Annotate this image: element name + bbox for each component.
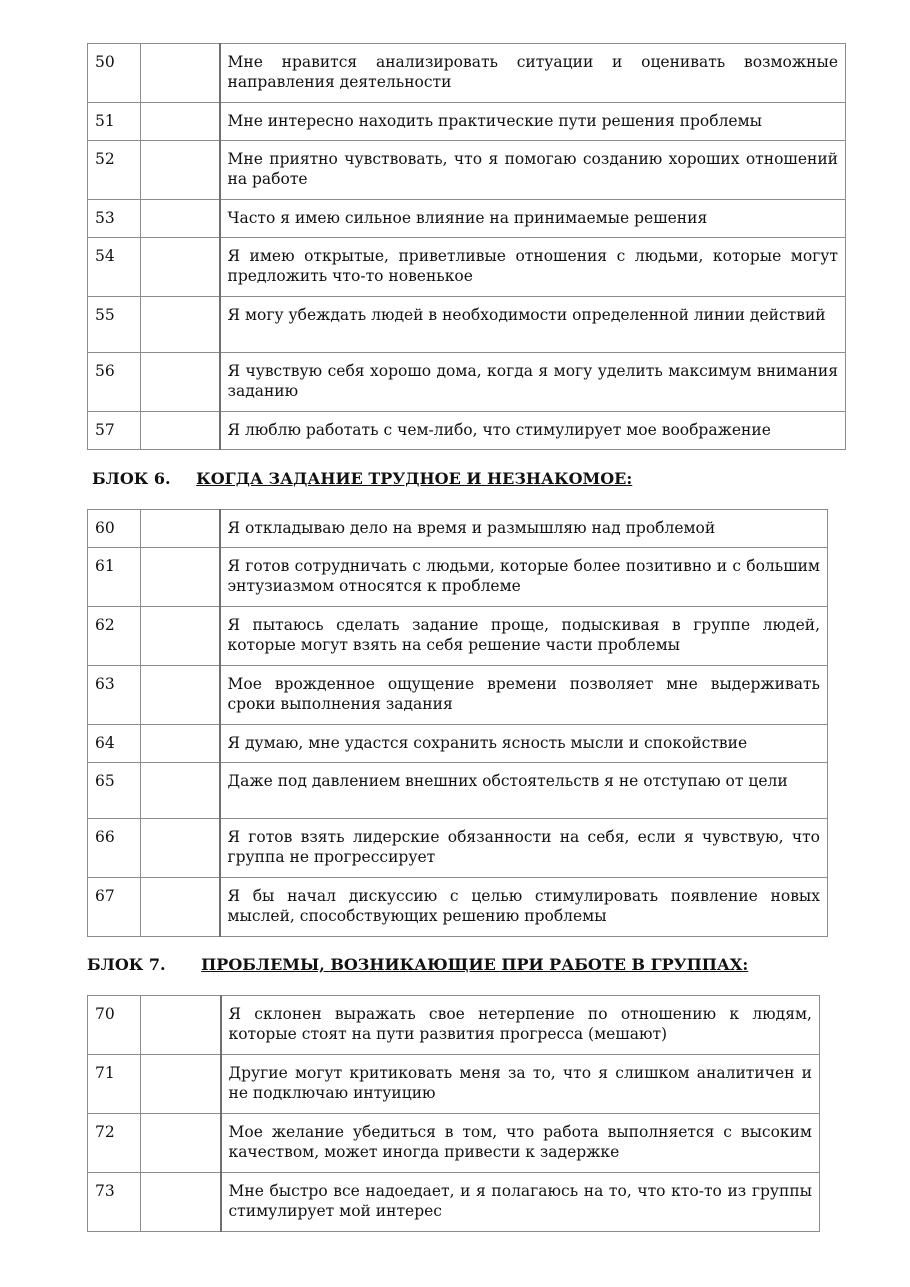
statement-text: Мое желание убедиться в том, что работа выполняется с высоким качеством, может иногда привести к задержке [221,1114,820,1173]
item-number: 51 [88,103,141,141]
statement-text: Я склонен выражать свое нетерпение по отношению к людям, которые стоят на пути развития прогресса (мешают) [221,996,820,1055]
table-row [88,607,828,666]
statement-text: Я откладываю дело на время и размышляю над проблемой [220,510,828,548]
item-number: 60 [88,510,141,548]
table-row [88,725,828,763]
table-row [88,297,846,353]
answer-cell[interactable] [141,297,220,353]
table-row [88,548,828,607]
answer-cell[interactable] [141,607,220,666]
answer-cell[interactable] [141,666,220,725]
table-row [88,510,828,548]
answer-cell[interactable] [141,412,220,450]
table-row [88,1173,820,1232]
statement-text: Я готов сотрудничать с людьми, которые более позитивно и с большим энтузиазмом относятся к проблеме [220,548,828,607]
answer-cell[interactable] [141,510,220,548]
table-row [88,353,846,412]
item-number: 65 [88,763,141,819]
table-row [88,819,828,878]
item-number: 70 [88,996,141,1055]
table-row [88,1114,820,1173]
table-body [88,510,828,937]
block-6-label: БЛОК 6. [92,469,171,488]
item-number: 62 [88,607,141,666]
item-number: 57 [88,412,141,450]
answer-cell[interactable] [141,103,220,141]
answer-cell[interactable] [141,878,220,937]
statement-text: Я бы начал дискуссию с целью стимулировать появление новых мыслей, способствующих решению проблемы [220,878,828,937]
table-row [88,666,828,725]
statement-text: Даже под давлением внешних обстоятельств я не отступаю от цели [220,763,828,819]
item-number: 71 [88,1055,141,1114]
answer-cell[interactable] [141,200,220,238]
item-number: 50 [88,44,141,103]
statement-text: Мне интересно находить практические пути решения проблемы [220,103,846,141]
table-row [88,44,846,103]
item-number: 55 [88,297,141,353]
questionnaire-table-block-5 [87,43,846,450]
block-7-label: БЛОК 7. [87,955,166,974]
questionnaire-table-block-7 [87,995,820,1232]
item-number: 61 [88,548,141,607]
statement-text: Я люблю работать с чем-либо, что стимулирует мое воображение [220,412,846,450]
statement-text: Я чувствую себя хорошо дома, когда я могу уделить максимум внимания заданию [220,353,846,412]
statement-text: Мое врожденное ощущение времени позволяет мне выдерживать сроки выполнения задания [220,666,828,725]
answer-cell[interactable] [141,1173,221,1232]
table-row [88,238,846,297]
statement-text: Я могу убеждать людей в необходимости определенной линии действий [220,297,846,353]
item-number: 64 [88,725,141,763]
block-6-heading [92,469,632,488]
answer-cell[interactable] [141,763,220,819]
item-number: 56 [88,353,141,412]
table-row [88,103,846,141]
block-6-title: КОГДА ЗАДАНИЕ ТРУДНОЕ И НЕЗНАКОМОЕ: [196,469,633,488]
questionnaire-table-block-6 [87,509,828,937]
item-number: 52 [88,141,141,200]
table-row [88,763,828,819]
statement-text: Часто я имею сильное влияние на принимаемые решения [220,200,846,238]
item-number: 66 [88,819,141,878]
answer-cell[interactable] [141,1055,221,1114]
item-number: 73 [88,1173,141,1232]
item-number: 63 [88,666,141,725]
item-number: 53 [88,200,141,238]
statement-text: Мне нравится анализировать ситуации и оценивать возможные направления деятельности [220,44,846,103]
statement-text: Я готов взять лидерские обязанности на себя, если я чувствую, что группа не прогрессирует [220,819,828,878]
statement-text: Я думаю, мне удастся сохранить ясность мысли и спокойствие [220,725,828,763]
answer-cell[interactable] [141,725,220,763]
table-row [88,200,846,238]
answer-cell[interactable] [141,141,220,200]
answer-cell[interactable] [141,819,220,878]
table-body [88,44,846,450]
table-row [88,996,820,1055]
table-row [88,412,846,450]
statement-text: Я пытаюсь сделать задание проще, подыскивая в группе людей, которые могут взять на себя решение части проблемы [220,607,828,666]
block-7-title: ПРОБЛЕМЫ, ВОЗНИКАЮЩИЕ ПРИ РАБОТЕ В ГРУППАХ: [201,955,749,974]
answer-cell[interactable] [141,353,220,412]
answer-cell[interactable] [141,548,220,607]
table-row [88,141,846,200]
table-body [88,996,820,1232]
table-row [88,1055,820,1114]
statement-text: Я имею открытые, приветливые отношения с людьми, которые могут предложить что-то новенькое [220,238,846,297]
statement-text: Мне приятно чувствовать, что я помогаю созданию хороших отношений на работе [220,141,846,200]
item-number: 67 [88,878,141,937]
answer-cell[interactable] [141,1114,221,1173]
block-7-heading [87,955,748,974]
answer-cell[interactable] [141,996,221,1055]
statement-text: Мне быстро все надоедает, и я полагаюсь на то, что кто-то из группы стимулирует мой интерес [221,1173,820,1232]
table-row [88,878,828,937]
answer-cell[interactable] [141,238,220,297]
answer-cell[interactable] [141,44,220,103]
item-number: 72 [88,1114,141,1173]
item-number: 54 [88,238,141,297]
statement-text: Другие могут критиковать меня за то, что я слишком аналитичен и не подключаю интуицию [221,1055,820,1114]
